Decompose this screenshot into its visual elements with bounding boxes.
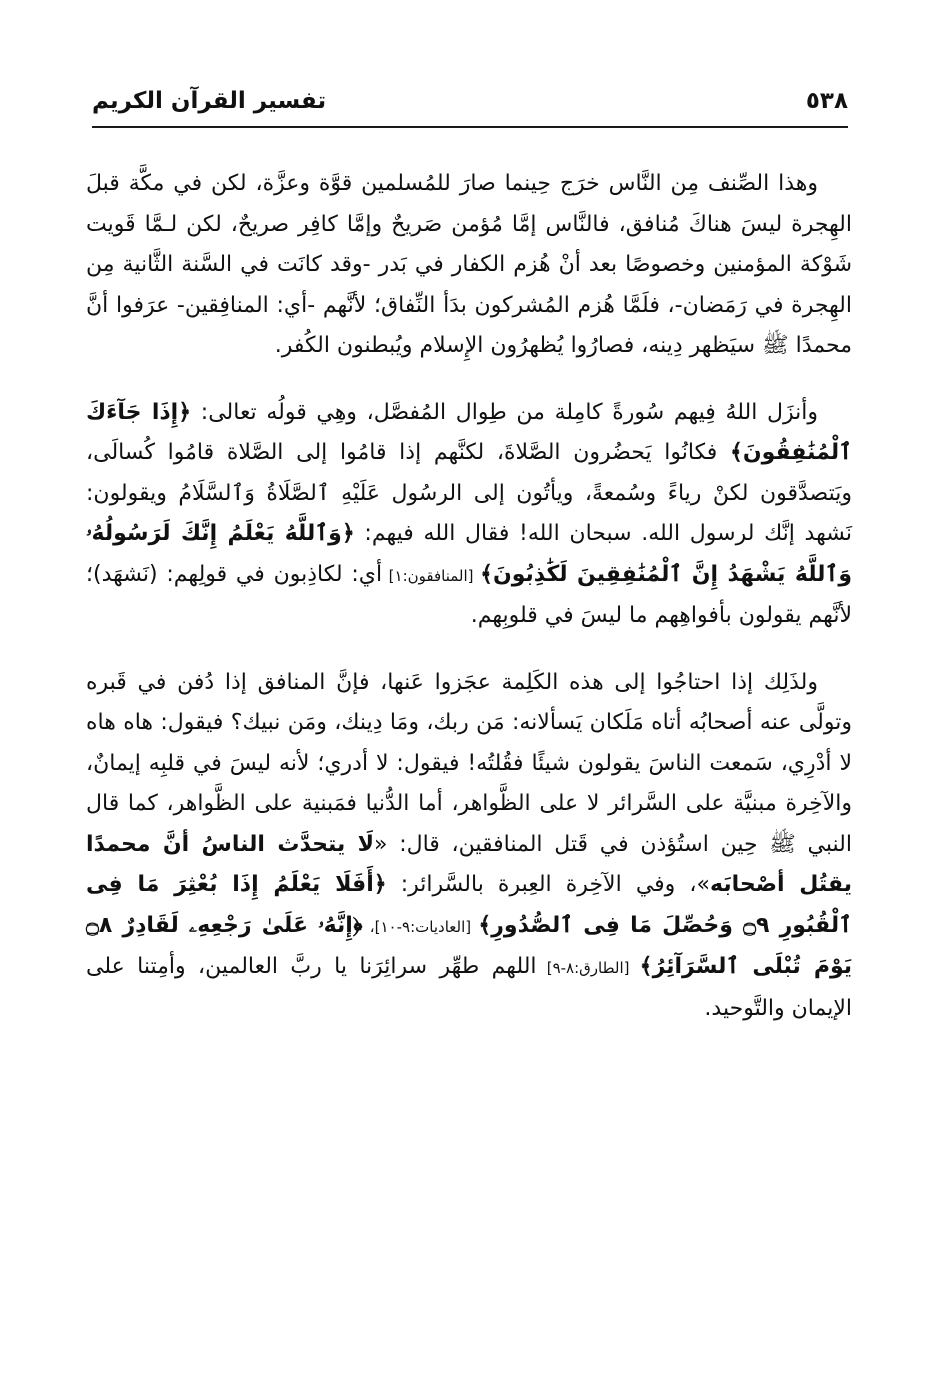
body-text [86,164,852,1029]
quran-verse: ﴿أَفَلَا يَعْلَمُ إِذَا بُعْثِرَ مَا فِى ٱلْقُبُورِ ۝٩ وَحُصِّلَ مَا فِى ٱلصُّدُورِ﴾ [86,872,853,938]
verse-reference: [العاديات:٩-١٠]، [362,917,479,936]
body-text-run: »، وفي الآخِرة العِبرة بالسَّرائر: [386,872,710,897]
body-text-run: وهذا الصِّنف مِن النَّاس خرَج حِينما صارَ للمُسلمين قوَّة وعزَّة، لكن في مكَّة قبلَ الهِجرة ليسَ هناكَ مُنافق، فالنَّاس إمَّا مُؤمن صَريحٌ وإمَّا كافِر صريحٌ، لكن لـمَّا قَويت شَوْكة المؤمنين وخصوصًا بعد أنْ هُزم الكفار في بَدر -وقد كانَت في السَّنة الثَّانية مِن الهِجرة في رَمَضان-، فلَمَّا هُزم المُشركون بدَأ النِّفاق؛ لأنَّهم -أي: المنافِقين- عرَفوا أنَّ محمدًا ﷺ سيَظهر دِينه، فصارُوا يُظهرُون الإِسلام ويُبطنون الكُفر. [86,171,852,358]
body-text-run: ولذَلِك إذا احتاجُوا إلى هذه الكَلِمة عجَزوا عَنها، فإنَّ المنافق إذا دُفن في قَبره وتولَّى عنه أصحابُه أتاه مَلَكان يَسألانه: مَن ربك، ومَا دِينك، ومَن نبيك؟ فيقول: هاه هاه لا أدْرِي، سَمعت الناسَ يقولون شيئًا فقُلتُه! فيقول: لا أدري؛ لأنه ليسَ في قلبِه إيمانٌ، والآخِرة مبنيَّة على السَّرائر لا على الظَّواهر، أما الدُّنيا فمَبنية على الظَّواهر، كما قال النبي ﷺ حِين استُؤذن في قَتل المنافقين، قال: « [86,669,852,857]
paragraph [86,393,852,637]
running-title: تفسير القرآن الكريم [92,88,327,114]
body-text-run: اللهم طهِّر سرائِرَنا يا ربَّ العالمين، وأمِتنا على الإيمان والتَّوحيد. [86,954,852,1021]
paragraph [86,164,852,367]
header-rule [92,126,848,128]
quran-verse: ﴿إِذَا جَآءَكَ ٱلْمُنَٰفِقُونَ﴾ [86,399,852,465]
page-header [92,84,848,128]
hadith-quote: لَا يتحدَّث الناسُ أنَّ محمدًا يقتُل أصْحابَه [86,831,852,897]
paragraph [86,663,852,1030]
body-text-run: أي: لكاذِبون في قولِهم: (نَشهَد)؛ لأنَّهم يقولون بأفواهِهم ما ليسَ في قلوبِهم. [86,561,852,628]
page-number: ٥٣٨ [805,88,848,114]
quran-verse: ﴿وَٱللَّهُ يَعْلَمُ إِنَّكَ لَرَسُولُهُۥ وَٱللَّهُ يَشْهَدُ إِنَّ ٱلْمُنَٰفِقِينَ لَكَٰذِبُونَ﴾ [86,521,853,587]
verse-reference: [المنافقون:١] [382,566,481,585]
quran-verse: ﴿إِنَّهُۥ عَلَىٰ رَجْعِهِۦ لَقَادِرٌ ۝٨ يَوْمَ تُبْلَى ٱلسَّرَآئِرُ﴾ [86,912,853,979]
body-text-run: فكانُوا يَحضُرون الصَّلاةَ، لكنَّهم إذا قامُوا إلى الصَّلاة قامُوا كُسالَى، ويَتصدَّقون لكنْ رياءً وسُمعةً، ويأتُون إلى الرسُول عَلَيْهِ ٱلصَّلَاةُ وَٱلسَّلَامُ ويقولون: نَشهد إنَّك لرسول الله. سبحان الله! فقال الله فيهم: [86,440,852,546]
verse-reference: [الطارق:٨-٩] [536,959,640,977]
body-text-run: وأنزَل اللهُ فِيهم سُورةً كامِلة من طِوال المُفصَّل، وهِي قولُه تعالى: [191,399,818,425]
